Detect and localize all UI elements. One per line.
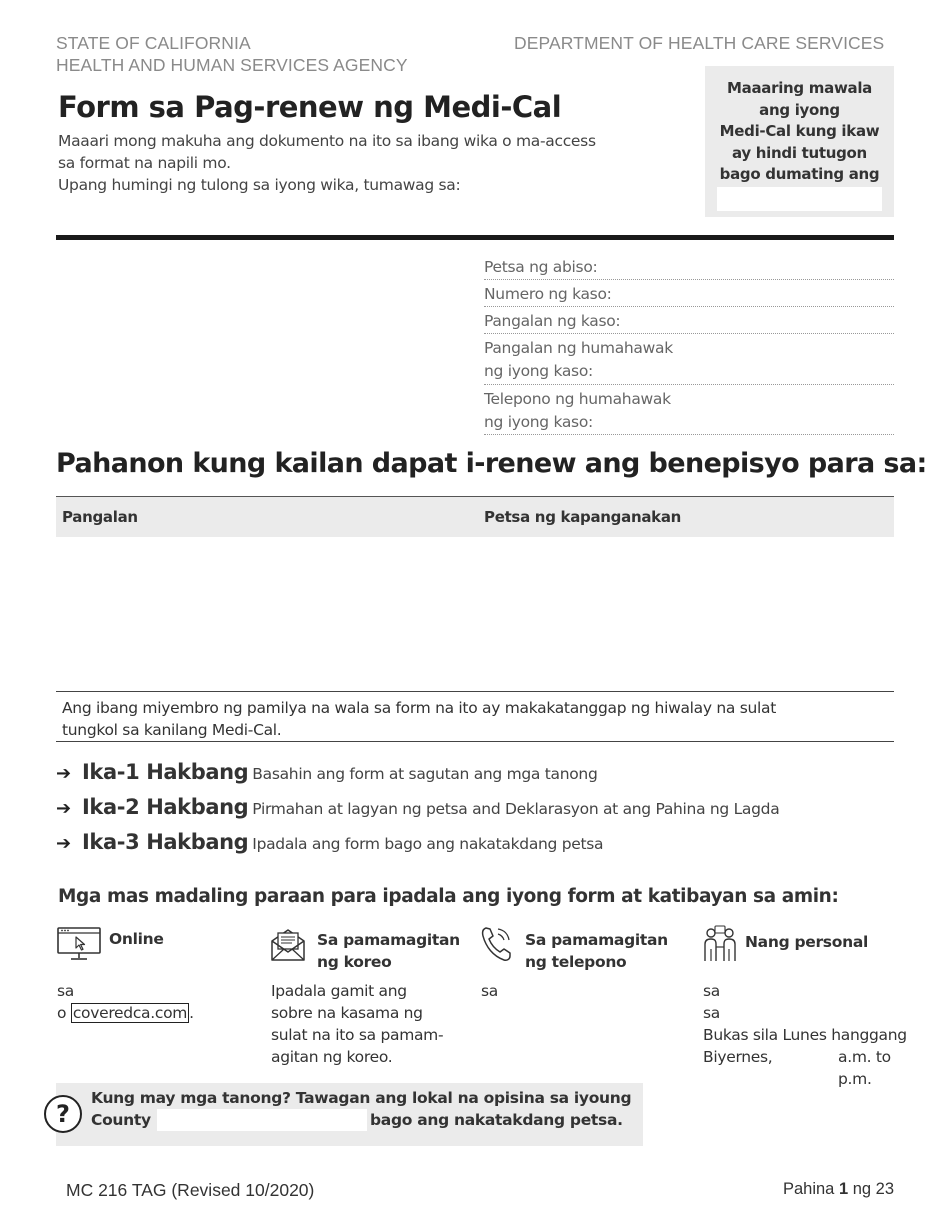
case-name-label: Pangalan ng kaso:	[484, 312, 621, 330]
step-2	[56, 795, 779, 819]
warning-box	[705, 66, 894, 217]
warning-line: Medi-Cal kung ikaw	[719, 122, 880, 140]
mail-title	[317, 929, 460, 973]
online-details	[57, 980, 194, 1024]
phone-icon	[480, 925, 514, 963]
renewal-heading: Pahanon kung kailan dapat i-renew ang benepisyo para sa:	[56, 448, 927, 479]
worker-name-label: ng iyong kaso:	[484, 362, 593, 380]
step-description: Pirmahan at lagyan ng petsa and Deklarasyon at ang Pahina ng Lagda	[252, 800, 780, 818]
notice-date-label: Petsa ng abiso:	[484, 258, 598, 276]
page-current: 1	[838, 1180, 849, 1198]
warning-line: ang iyong	[759, 100, 840, 119]
worker-name-field	[484, 337, 894, 385]
notice-date-field	[484, 256, 894, 280]
envelope-letter-icon	[270, 926, 306, 962]
worker-name-label: Pangalan ng humahawak	[484, 339, 673, 357]
phone-title	[525, 929, 668, 973]
online-suffix: .	[189, 1004, 194, 1022]
submission-methods-heading: Mga mas madaling paraan para ipadala ang iyong form at katibayan sa amin:	[58, 886, 839, 907]
arrow-right-icon: ➔	[56, 833, 72, 854]
mail-title-line: Sa pamamagitan	[317, 931, 460, 949]
people-meeting-icon	[702, 925, 738, 963]
phone-title-line: Sa pamamagitan	[525, 931, 668, 949]
intro-line-1: Maaari mong makuha ang dokumento na ito sa ibang wika o ma-access	[58, 132, 596, 150]
mail-line: sobre na kasama ng	[271, 1004, 423, 1022]
page-title: Form sa Pag-renew ng Medi-Cal	[58, 90, 562, 124]
online-line-2	[57, 1002, 194, 1024]
step-description: Ipadala ang form bago ang nakatakdang petsa	[252, 835, 604, 853]
intro-line-3: Upang humingi ng tulong sa iyong wika, tumawag sa:	[58, 176, 461, 194]
help-deadline-text: bago ang nakatakdang petsa.	[370, 1110, 623, 1129]
phone-details: sa	[481, 982, 498, 1000]
worker-phone-field	[484, 388, 894, 435]
column-birthdate: Petsa ng kapanganakan	[484, 508, 682, 526]
online-prefix: o	[57, 1004, 71, 1022]
family-note	[56, 691, 894, 742]
warning-line: ay hindi tutugon	[732, 143, 867, 162]
online-title: Online	[109, 930, 164, 948]
question-mark-icon: ?	[44, 1095, 82, 1133]
office-hours-open: a.m. to	[838, 1048, 891, 1066]
mail-title-line: ng koreo	[317, 953, 392, 971]
in-person-line: sa	[703, 982, 720, 1000]
office-hours-line: Bukas sila Lunes hanggang	[703, 1026, 907, 1044]
note-line: Ang ibang miyembro ng pamilya na wala sa form na ito ay makakatanggap ng hiwalay na sulat	[62, 699, 776, 717]
note-line: tungkol sa kanilang Medi-Cal.	[62, 721, 282, 739]
online-line: sa	[57, 982, 74, 1000]
office-hours-close: p.m.	[838, 1070, 872, 1088]
case-number-label: Numero ng kaso:	[484, 285, 612, 303]
phone-title-line: ng telepono	[525, 953, 627, 971]
in-person-details	[703, 980, 943, 1090]
step-label: Ika-1 Hakbang	[82, 760, 249, 784]
mail-line: sulat na ito sa pamam-	[271, 1026, 444, 1044]
step-3	[56, 830, 603, 854]
step-1	[56, 760, 598, 784]
worker-phone-label: ng iyong kaso:	[484, 413, 593, 431]
mail-line: Ipadala gamit ang	[271, 982, 407, 1000]
help-line: Kung may mga tanong? Tawagan ang lokal na opisina sa iyoung	[91, 1089, 632, 1107]
coveredca-link[interactable]: coveredca.com	[72, 1004, 188, 1022]
column-name: Pangalan	[62, 508, 138, 526]
help-county-label: County	[91, 1110, 151, 1129]
case-name-field	[484, 310, 894, 334]
form-id: MC 216 TAG (Revised 10/2020)	[66, 1180, 315, 1200]
case-number-field	[484, 283, 894, 307]
in-person-title: Nang personal	[745, 933, 868, 951]
step-description: Basahin ang form at sagutan ang mga tanong	[252, 765, 598, 783]
state-label: STATE OF CALIFORNIA	[56, 33, 251, 53]
warning-line: Maaaring mawala	[727, 79, 872, 97]
deadline-date-field[interactable]	[717, 187, 882, 211]
page-total: ng 23	[848, 1180, 894, 1198]
mail-line: agitan ng koreo.	[271, 1048, 393, 1066]
step-label: Ika-2 Hakbang	[82, 795, 249, 819]
header-divider	[56, 235, 894, 240]
arrow-right-icon: ➔	[56, 798, 72, 819]
warning-text	[705, 78, 894, 186]
mail-details	[271, 980, 443, 1068]
county-field[interactable]	[157, 1109, 367, 1131]
office-hours-days: Biyernes,	[703, 1048, 773, 1066]
office-hours-times	[703, 1046, 943, 1068]
department-label: DEPARTMENT OF HEALTH CARE SERVICES	[514, 33, 885, 53]
step-label: Ika-3 Hakbang	[82, 830, 249, 854]
worker-phone-label: Telepono ng humahawak	[484, 390, 671, 408]
in-person-line: sa	[703, 1004, 720, 1022]
members-table-header	[56, 496, 894, 537]
warning-line: bago dumating ang	[719, 165, 880, 183]
agency-label: HEALTH AND HUMAN SERVICES AGENCY	[56, 55, 408, 75]
page-number	[783, 1180, 894, 1199]
arrow-right-icon: ➔	[56, 763, 72, 784]
intro-line-2: sa format na napili mo.	[58, 154, 231, 172]
page-prefix: Pahina	[782, 1180, 839, 1198]
computer-monitor-icon	[57, 926, 101, 962]
